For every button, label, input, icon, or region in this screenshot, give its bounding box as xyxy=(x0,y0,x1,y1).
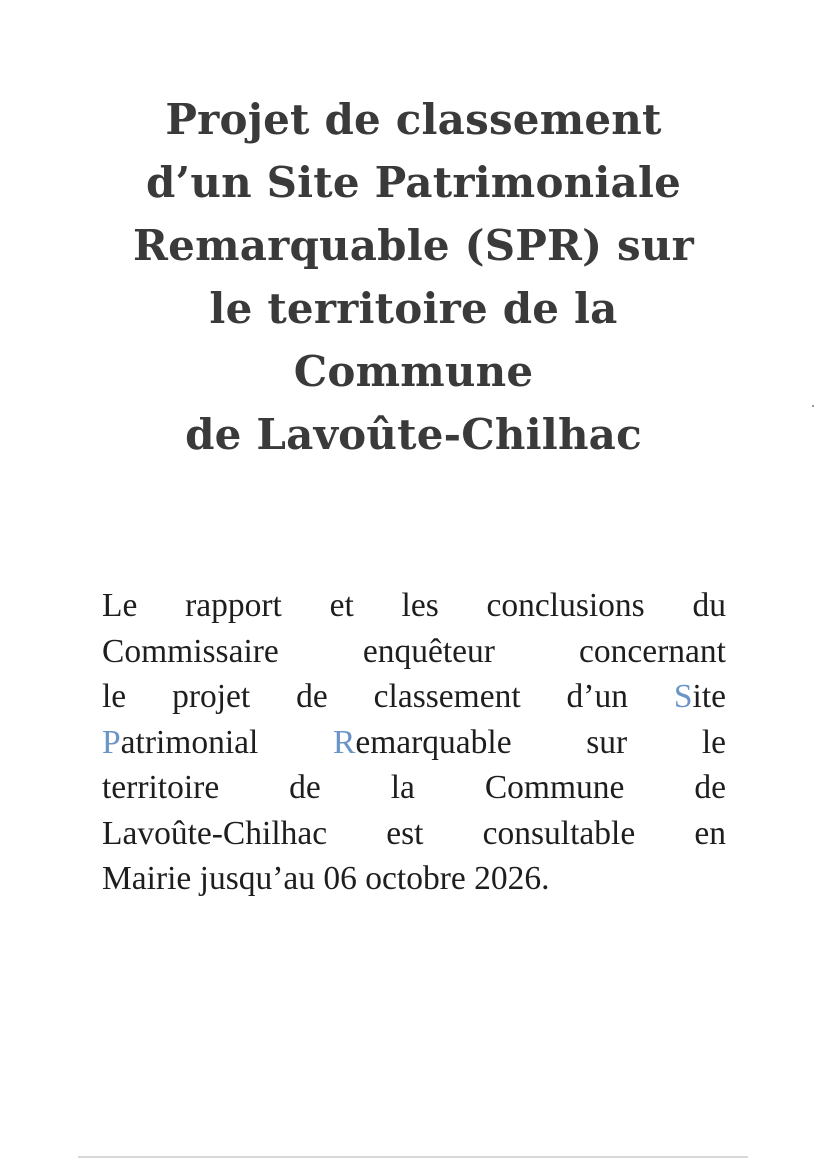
notice-paragraph xyxy=(102,583,726,902)
paragraph-line: Commissaire enquêteur concernant xyxy=(102,632,726,670)
scan-speck xyxy=(812,405,814,407)
initial-letter-r: R xyxy=(332,723,356,761)
scan-edge-line xyxy=(78,1156,748,1158)
paragraph-text: emarquable sur le xyxy=(355,723,727,761)
title-line: d’un Site Patrimoniale xyxy=(145,158,682,207)
title-line: Commune xyxy=(293,347,534,396)
title-line: Remarquable (SPR) sur xyxy=(133,221,694,270)
paragraph-text: atrimonial xyxy=(120,723,259,761)
paragraph-text: ite xyxy=(692,678,727,715)
paragraph-line xyxy=(102,720,726,766)
document-title xyxy=(60,88,767,466)
paragraph-line xyxy=(102,674,726,720)
paragraph-line: Lavoûte-Chilhac est consultable en xyxy=(102,814,726,852)
paragraph-line: territoire de la Commune de xyxy=(102,769,726,806)
paragraph-line: Mairie jusqu’au 06 octobre 2026. xyxy=(102,860,550,897)
title-line: Projet de classement xyxy=(165,95,662,144)
paragraph-text: le projet de classement d’un xyxy=(102,678,628,715)
title-line: de Lavoûte-Chilhac xyxy=(185,410,642,459)
initial-letter-p: P xyxy=(102,723,121,761)
initial-letter-s: S xyxy=(673,678,693,715)
title-line: le territoire de la xyxy=(209,284,618,333)
paragraph-line: Le rapport et les conclusions du xyxy=(102,587,726,624)
